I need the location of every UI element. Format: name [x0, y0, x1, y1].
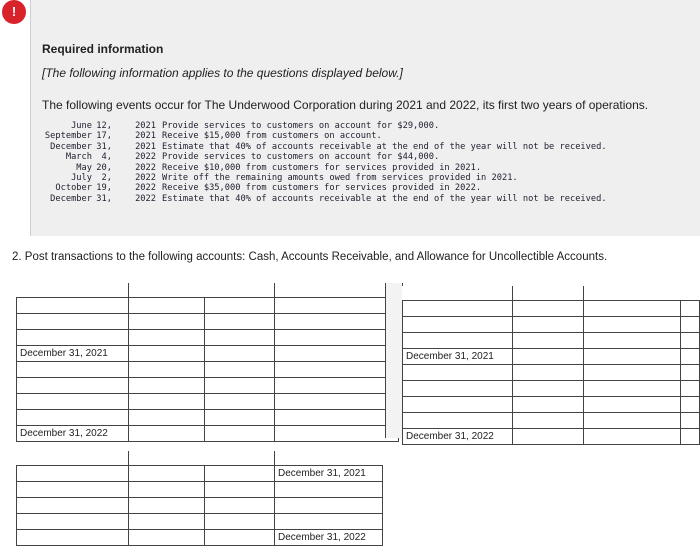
ar-credit-label-input[interactable]	[680, 428, 699, 444]
ar-credit-amount-input[interactable]	[584, 396, 680, 412]
event-row: December 31, 2022 Estimate that 40% of accounts receivable at the end of the year will not be received.	[50, 193, 607, 204]
event-row: March 4, 2022 Provide services to customers on account for $44,000.	[65, 152, 440, 163]
allowance-debit-amount-input[interactable]	[129, 481, 205, 497]
allowance-credit-label-input[interactable]	[275, 481, 383, 497]
allowance-credit-amount-input[interactable]	[205, 497, 275, 513]
ar-debit-amount-input[interactable]	[512, 364, 583, 380]
cash-balance-2022-input[interactable]	[129, 425, 205, 441]
ar-credit-amount-input[interactable]	[584, 412, 680, 428]
events-list	[34, 121, 607, 204]
cash-debit-label-input[interactable]	[17, 393, 129, 409]
ar-credit-amount-input[interactable]	[584, 348, 680, 364]
ar-debit-label-input[interactable]	[403, 332, 513, 348]
event-row: June 12, 2021 Provide services to customers on account for $29,000.	[71, 121, 440, 131]
cash-debit-label-input[interactable]	[17, 361, 129, 377]
ar-debit-amount-input[interactable]	[512, 300, 583, 316]
event-row: September 17, 2021 Receive $15,000 from customers on account.	[44, 131, 382, 142]
ar-debit-label-input[interactable]	[403, 412, 513, 428]
event-row: July 2, 2022 Write off the remaining amounts owed from services provided in 2021.	[71, 173, 518, 184]
allowance-debit-label-input[interactable]	[17, 465, 129, 481]
ar-balance-2021-label: December 31, 2021	[403, 348, 513, 364]
ar-balance-2022-input[interactable]	[512, 428, 583, 444]
cash-balance-2021-input[interactable]	[129, 345, 205, 361]
ar-credit-label-input[interactable]	[680, 396, 699, 412]
allowance-credit-label-input[interactable]	[275, 513, 383, 529]
question-2-instructions: 2. Post transactions to the following accounts: Cash, Accounts Receivable, and Allowance for Uncollectible Accounts.	[12, 251, 608, 263]
cash-debit-amount-input[interactable]	[129, 393, 205, 409]
cash-credit-label-input[interactable]	[275, 409, 399, 425]
ar-debit-amount-input[interactable]	[512, 316, 583, 332]
ar-debit-amount-input[interactable]	[512, 332, 583, 348]
alert-icon: !	[2, 0, 26, 24]
cash-debit-label-input[interactable]	[17, 313, 129, 329]
ar-credit-label-input[interactable]	[680, 364, 699, 380]
required-info-title: Required information	[42, 42, 164, 56]
ar-credit-label-input[interactable]	[680, 412, 699, 428]
required-info-note: [The following information applies to the questions displayed below.]	[42, 66, 403, 80]
ar-credit-label-input[interactable]	[680, 316, 699, 332]
allowance-credit-amount-input[interactable]	[205, 481, 275, 497]
allowance-debit-label-input[interactable]	[17, 497, 129, 513]
allowance-debit-amount-input[interactable]	[129, 529, 205, 545]
ar-credit-amount-input[interactable]	[584, 300, 680, 316]
accounts-receivable-t-account	[402, 286, 700, 445]
cash-credit-label-input[interactable]	[275, 393, 399, 409]
ar-debit-label-input[interactable]	[403, 396, 513, 412]
ar-credit-amount-input[interactable]	[584, 364, 680, 380]
cash-debit-amount-input[interactable]	[129, 361, 205, 377]
cash-balance-2022-label: December 31, 2022	[17, 425, 129, 441]
cash-debit-amount-input[interactable]	[129, 297, 205, 313]
allowance-credit-amount-input[interactable]	[205, 529, 275, 545]
cash-header-cell	[17, 283, 129, 297]
ar-debit-label-input[interactable]	[403, 316, 513, 332]
allowance-balance-2022-label: December 31, 2022	[275, 529, 383, 545]
allowance-credit-amount-input[interactable]	[205, 465, 275, 481]
cash-credit-label-input[interactable]	[275, 345, 399, 361]
ar-balance-2022-label: December 31, 2022	[403, 428, 513, 444]
cash-credit-amount-input[interactable]	[205, 313, 275, 329]
intro-text: The following events occur for The Underwood Corporation during 2021 and 2022, its first two years of operations.	[42, 98, 649, 112]
allowance-credit-amount-input[interactable]	[205, 513, 275, 529]
cash-debit-label-input[interactable]	[17, 409, 129, 425]
cash-credit-amount-input[interactable]	[205, 393, 275, 409]
cash-credit-amount-input[interactable]	[205, 297, 275, 313]
ar-debit-label-input[interactable]	[403, 300, 513, 316]
cash-debit-label-input[interactable]	[17, 329, 129, 345]
cash-debit-label-input[interactable]	[17, 297, 129, 313]
ar-credit-label-input[interactable]	[680, 332, 699, 348]
allowance-debit-label-input[interactable]	[17, 513, 129, 529]
column-separator	[385, 283, 403, 438]
ar-credit-amount-input[interactable]	[584, 316, 680, 332]
ar-debit-label-input[interactable]	[403, 364, 513, 380]
cash-credit-amount-input[interactable]	[205, 425, 275, 441]
allowance-debit-amount-input[interactable]	[129, 497, 205, 513]
allowance-debit-amount-input[interactable]	[129, 465, 205, 481]
cash-credit-label-input[interactable]	[275, 329, 399, 345]
ar-balance-2021-input[interactable]	[512, 348, 583, 364]
cash-credit-amount-input[interactable]	[205, 345, 275, 361]
cash-credit-label-input[interactable]	[275, 297, 399, 313]
cash-debit-amount-input[interactable]	[129, 377, 205, 393]
cash-credit-amount-input[interactable]	[205, 329, 275, 345]
ar-credit-label-input[interactable]	[680, 380, 699, 396]
allowance-t-account	[16, 451, 383, 546]
allowance-debit-label-input[interactable]	[17, 481, 129, 497]
cash-debit-amount-input[interactable]	[129, 329, 205, 345]
cash-t-account	[16, 283, 399, 442]
ar-credit-amount-input[interactable]	[584, 380, 680, 396]
allowance-balance-2021-label: December 31, 2021	[275, 465, 383, 481]
cash-credit-amount-input[interactable]	[205, 409, 275, 425]
ar-credit-label-input[interactable]	[680, 348, 699, 364]
cash-credit-amount-input[interactable]	[205, 361, 275, 377]
allowance-debit-amount-input[interactable]	[129, 513, 205, 529]
event-row: May 20, 2022 Receive $10,000 from customers for services provided in 2021.	[76, 162, 482, 173]
ar-debit-amount-input[interactable]	[512, 412, 583, 428]
allowance-debit-label-input[interactable]	[17, 529, 129, 545]
cash-credit-label-input[interactable]	[275, 313, 399, 329]
ar-credit-amount-input[interactable]	[584, 332, 680, 348]
cash-balance-2021-label: December 31, 2021	[17, 345, 129, 361]
event-row: December 31, 2021 Estimate that 40% of accounts receivable at the end of the year will not be received.	[50, 141, 607, 152]
cash-debit-amount-input[interactable]	[129, 409, 205, 425]
ar-debit-amount-input[interactable]	[512, 380, 583, 396]
cash-credit-label-input[interactable]	[275, 361, 399, 377]
cash-debit-label-input[interactable]	[17, 377, 129, 393]
allowance-credit-label-input[interactable]	[275, 497, 383, 513]
ar-debit-amount-input[interactable]	[512, 396, 583, 412]
cash-credit-amount-input[interactable]	[205, 377, 275, 393]
ar-credit-label-input[interactable]	[680, 300, 699, 316]
cash-credit-label-input[interactable]	[275, 425, 399, 441]
ar-credit-amount-input[interactable]	[584, 428, 680, 444]
cash-debit-amount-input[interactable]	[129, 313, 205, 329]
cash-credit-label-input[interactable]	[275, 377, 399, 393]
event-row: October 19, 2022 Receive $35,000 from customers for services provided in 2022.	[55, 183, 482, 194]
ar-debit-label-input[interactable]	[403, 380, 513, 396]
